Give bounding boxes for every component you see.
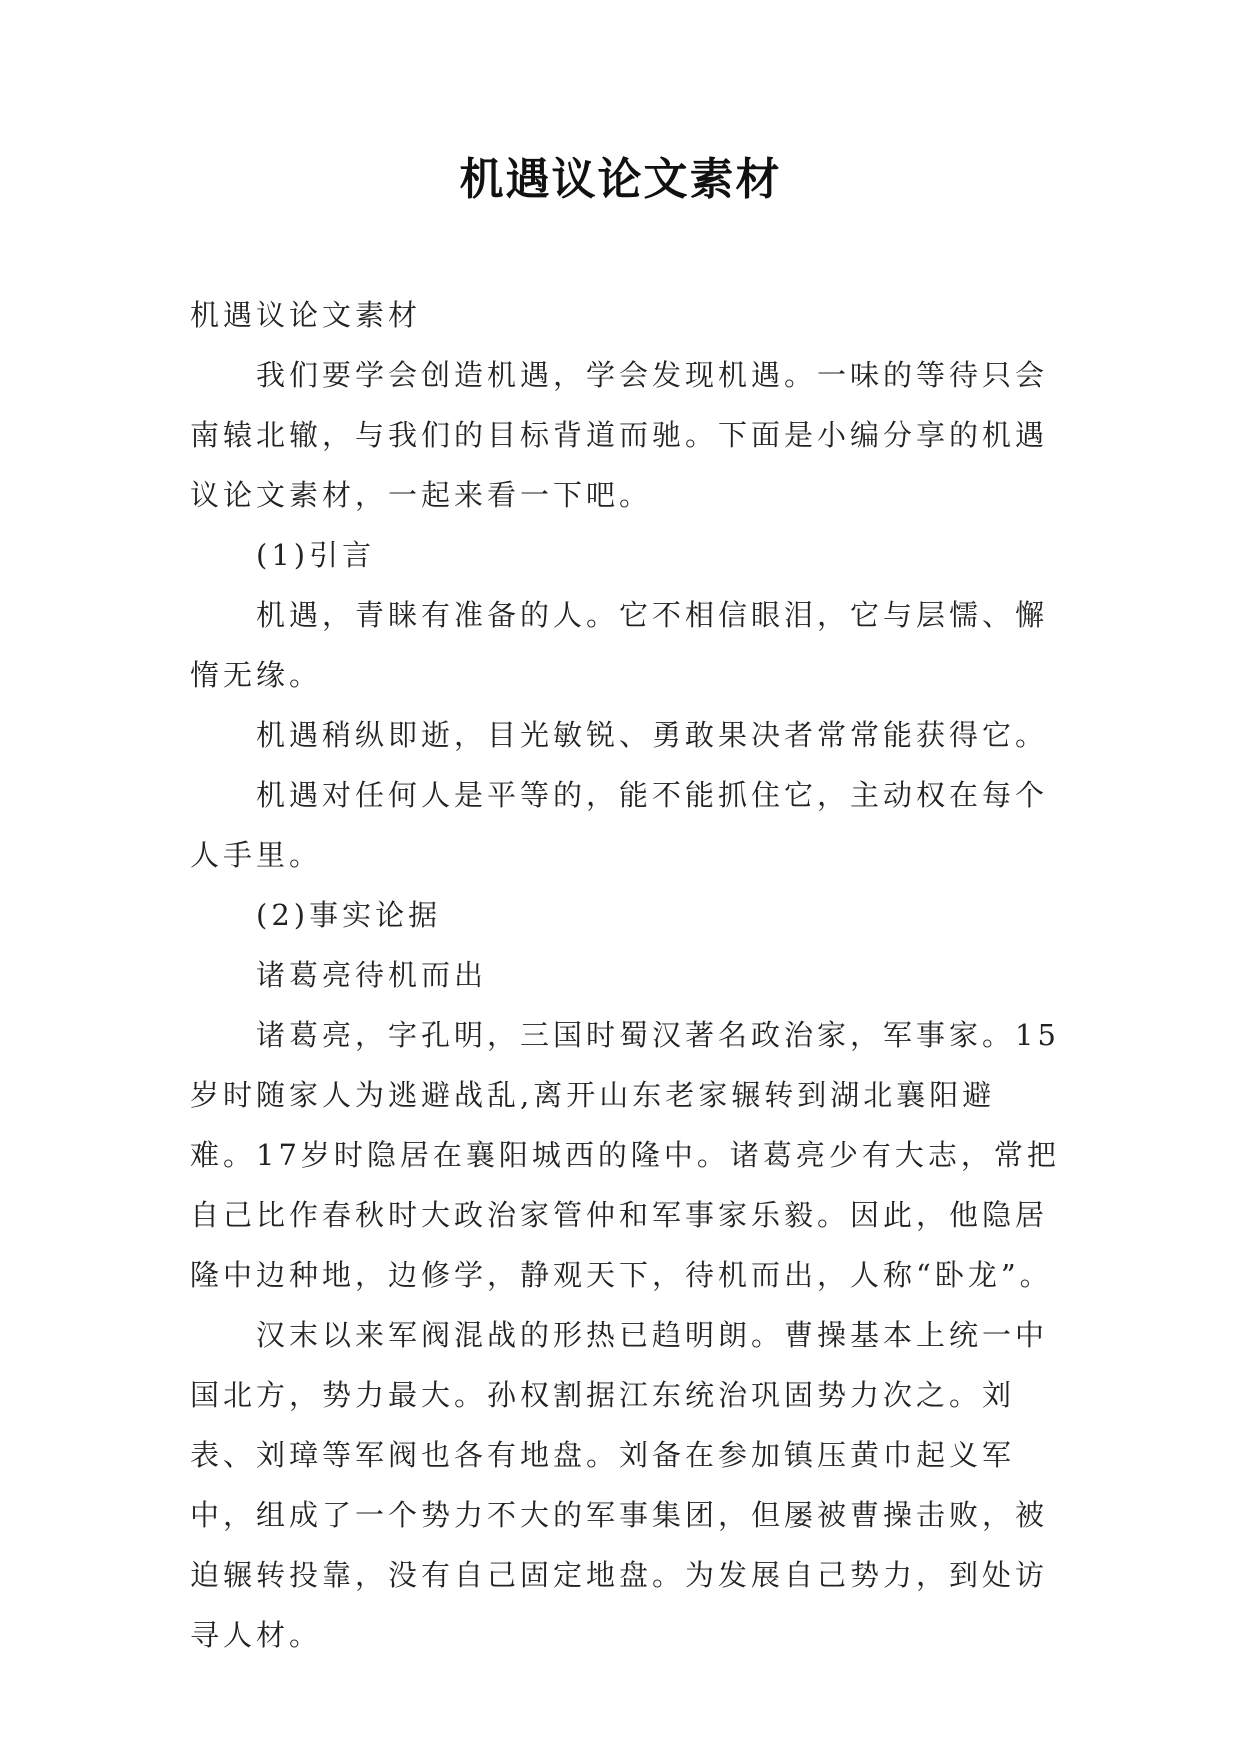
section-heading-preface: (1)引言 xyxy=(256,538,376,572)
paragraph-quote-1: 机遇，青睐有准备的人。它不相信眼泪，它与层懦、懈惰无缘。 xyxy=(190,598,1049,692)
paragraph-zhuge-liang-bio: 诸葛亮，字孔明，三国时蜀汉著名政治家，军事家。15岁时随家人为逃避战乱,离开山东老家辗转到湖北襄阳避难。17岁时隐居在襄阳城西的隆中。诸葛亮少有大志，常把自己比作春秋时大政治家管仲和军事家乐毅。因此，他隐居隆中边种地，边修学，静观天下，待机而出，人称“卧龙”。 xyxy=(190,1018,1060,1292)
document-body xyxy=(190,285,1060,1665)
document-title: 机遇议论文素材 xyxy=(459,154,782,205)
section-heading-facts: (2)事实论据 xyxy=(256,898,442,932)
paragraph-quote-2: 机遇稍纵即逝，目光敏锐、勇敢果决者常常能获得它。 xyxy=(256,718,1049,752)
paragraph-intro: 我们要学会创造机遇，学会发现机遇。一味的等待只会南辕北辙，与我们的目标背道而驰。下面是小编分享的机遇议论文素材，一起来看一下吧。 xyxy=(190,358,1049,512)
paragraph-political-situation: 汉末以来军阀混战的形热已趋明朗。曹操基本上统一中国北方，势力最大。孙权割据江东统治巩固势力次之。刘表、刘璋等军阀也各有地盘。刘备在参加镇压黄巾起义军中，组成了一个势力不大的军事集团，但屡被曹操击败，被迫辗转投靠，没有自己固定地盘。为发展自己势力，到处访寻人材。 xyxy=(190,1318,1049,1652)
paragraph-quote-3: 机遇对任何人是平等的，能不能抓住它，主动权在每个人手里。 xyxy=(190,778,1049,872)
subheading-zhuge-liang: 诸葛亮待机而出 xyxy=(256,958,488,992)
paragraph-heading: 机遇议论文素材 xyxy=(190,298,422,332)
